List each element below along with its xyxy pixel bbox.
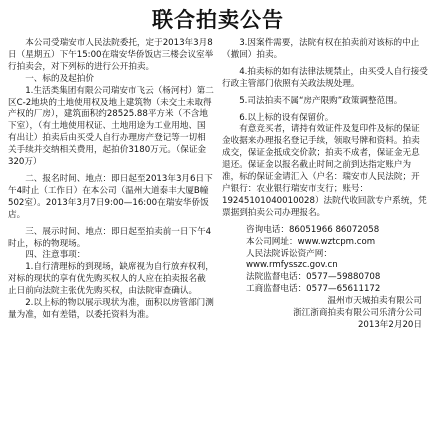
note-5-paragraph: 5.司法拍卖不属“房产限购”政策调整范围。 (239, 95, 403, 106)
company-name-2: 浙江浙商拍卖有限公司乐清分公司 (293, 308, 422, 319)
note-1-paragraph: 1.自行清理标的到现场，缺席视为自行放弃权利，对标的现状的享有优先购买权人的人应在拍卖报名截止日前向法院主张优先购买权，由法院审查确认。 (8, 262, 214, 297)
company-website: 本公司网址：www.wztcpm.com (246, 236, 376, 247)
note-6-paragraph: 6.以上标的设有保留价。 (239, 112, 334, 123)
exhibition-time-paragraph: 三、展示时间、地点：即日起至拍卖前一日下午4时止，标的物现场。 (8, 226, 212, 249)
court-site-url: www.rmfysszc.gov.cn (246, 260, 338, 271)
business-supervision-phone: 工商监督电话：0577—65611172 (246, 284, 381, 295)
left-column (8, 38, 214, 322)
item-1-paragraph: 1.生活类集团有限公司瑞安市飞云（杨河村）第二区C-2地块的土地使用权及地上建筑物（未交土未取得产权的厂房），建筑面积约28525.88平方米（不含地下室），（有土地使用权证、土地用途为工业用地、国有出让）拍卖后由买受人自行办理房产登记等一切相关手续并交纳相关费用，起拍价3180万元。（保证金320万） (8, 85, 214, 168)
note-3-paragraph: 3.因案件需要，法院有权在拍卖前对该标的中止（撤回）拍卖。 (222, 38, 420, 60)
registration-instructions: 有意竞买者，请持有效证件及复印件及标的保证金收据来办理报名登记手续，领取号牌和资料。拍卖成交，保证金抵成交价款；拍卖不成者，保证金无息退还。保证金以报名截止时间之前到达指定账户为准，标的保证金请汇入（户名：瑞安市人民法院；开户银行：农业银行瑞安市支行；账号：19245101040010028）法院代收回款专户系统，凭票据到拍卖公司办理报名。 (222, 124, 427, 218)
section-heading-items: 一、标的及起拍价 (25, 73, 94, 84)
announcement-date: 2013年2月20日 (357, 319, 422, 330)
court-site-label: 人民法院诉讼资产网： (246, 248, 332, 259)
company-name-1: 温州市天城拍卖有限公司 (327, 296, 422, 307)
contact-phone: 咨询电话：86051966 86072058 (246, 224, 380, 235)
page-title: 联合拍卖公告 (152, 7, 284, 32)
note-4-paragraph: 4.拍卖标的如有法律法规禁止，由买受人自行接受行政主管部门依照有关政法规处理。 (222, 66, 428, 89)
section-heading-notes: 四、注意事项： (25, 250, 86, 261)
intro-paragraph: 本公司受瑞安市人民法院委托，定于2013年3月8日（星期五）下午15:00在瑞安华侨饭店三楼会议室举行拍卖会，对下列标的进行公开拍卖。 (8, 38, 214, 72)
note-2-paragraph: 2.以上标的物以展示现状为准，面积以房管部门测量为准，如有差错，以委托资料为准。 (8, 298, 214, 320)
right-column (222, 38, 428, 332)
court-supervision-phone: 法院监督电话：0577—59880708 (246, 272, 381, 283)
registration-time-paragraph: 二、报名时间、地点：即日起至2013年3月6日下午4时止（工作日）在本公司（温州大道泰丰大厦B幢502室）。2013年3月7日9:00—16:00在瑞安华侨饭店。 (8, 173, 213, 220)
